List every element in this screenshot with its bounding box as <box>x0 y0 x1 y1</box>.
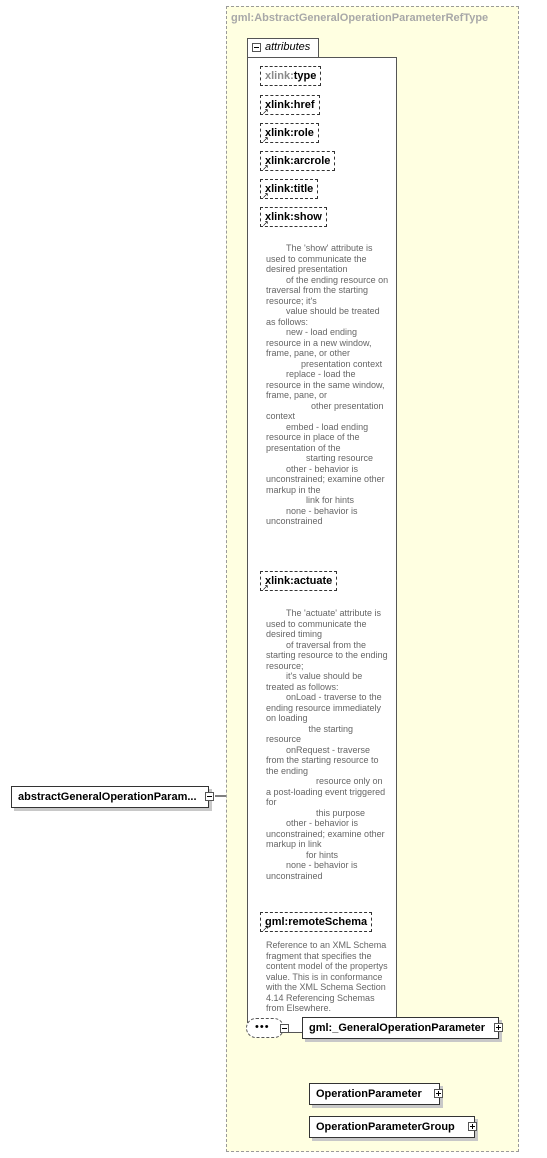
element-label: OperationParameter <box>316 1088 422 1100</box>
root-element-box[interactable] <box>11 786 209 808</box>
show-attribute-documentation: The 'show' attribute is used to communicate the desired presentation of the ending resource on traversal from the starting resource; it's value should be treated as follows: new - load ending resource in a new window, frame, pane, or other presentation context replace - load the resource in the same window, frame, pane, or other presentation context embed - load ending resource in place of the presentation of the starting resource other - behavior is unconstrained; examine other markup in the link for hints none - behavior is unconstrained <box>266 243 389 526</box>
expand-element-icon[interactable] <box>434 1089 443 1098</box>
reference-arrow-icon: ↗ <box>262 163 269 172</box>
expand-element-icon[interactable] <box>494 1023 503 1032</box>
sequence-icon: ••• <box>255 1021 270 1033</box>
attribute-name: role <box>293 127 314 139</box>
collapse-root-icon[interactable] <box>205 792 214 801</box>
remote-schema-documentation: Reference to an XML Schema fragment that specifies the content model of the propertys value. This is in conformance with the XML Schema Section 4.14 Referencing Schemas from Elsewhere. <box>266 940 391 1013</box>
attribute-prefix: xlink: <box>265 183 294 195</box>
attribute-xlink-href[interactable] <box>260 95 320 115</box>
attribute-prefix: xlink: <box>265 155 294 167</box>
attribute-name: arcrole <box>293 155 331 167</box>
reference-arrow-icon: ↗ <box>262 135 269 144</box>
reference-arrow-icon: ↗ <box>262 583 269 592</box>
attribute-xlink-title[interactable] <box>260 179 318 199</box>
attribute-xlink-role[interactable] <box>260 123 319 143</box>
collapse-sequence-icon[interactable] <box>280 1024 289 1033</box>
reference-arrow-icon: ↗ <box>262 191 269 200</box>
attribute-prefix: xlink: <box>265 211 294 223</box>
reference-arrow-icon: ↗ <box>262 924 269 933</box>
attribute-prefix: xlink: <box>265 99 294 111</box>
attribute-name: remoteSchema <box>288 916 368 928</box>
attribute-name: title <box>293 183 314 195</box>
general-operation-parameter-element[interactable] <box>302 1017 499 1039</box>
element-label: gml:_GeneralOperationParameter <box>309 1022 486 1034</box>
actuate-attribute-documentation: The 'actuate' attribute is used to communicate the desired timing of traversal from the starting resource to the ending resource; it's value should be treated as follows: onLoad - traverse to the ending resource immediately on loading the starting resource onRequest - traverse from the starting resource to the ending resource only on a post-loading event triggered for this purpose other - behavior is unconstrained; examine other markup in link for hints none - behavior is unconstrained <box>266 608 388 881</box>
attribute-xlink-type[interactable] <box>260 66 321 86</box>
attribute-prefix: xlink: <box>265 575 294 587</box>
type-title: gml:AbstractGeneralOperationParameterRefType <box>231 12 489 24</box>
attribute-xlink-show[interactable] <box>260 207 327 227</box>
attribute-prefix: xlink: <box>265 70 294 82</box>
expand-element-icon[interactable] <box>468 1122 477 1131</box>
attribute-xlink-actuate[interactable] <box>260 571 337 591</box>
element-label: OperationParameterGroup <box>316 1121 455 1133</box>
attributes-panel <box>247 57 397 1033</box>
operation-parameter-element[interactable] <box>309 1083 440 1105</box>
attributes-label: attributes <box>265 41 311 53</box>
operation-parameter-group-element[interactable] <box>309 1116 475 1138</box>
reference-arrow-icon: ↗ <box>262 219 269 228</box>
attribute-name: actuate <box>293 575 333 587</box>
attribute-prefix: xlink: <box>265 127 294 139</box>
root-element-label: abstractGeneralOperationParam... <box>18 791 197 803</box>
collapse-attributes-icon[interactable] <box>252 43 261 52</box>
attribute-xlink-arcrole[interactable] <box>260 151 335 171</box>
attribute-name: type <box>293 70 317 82</box>
attribute-name: href <box>293 99 315 111</box>
attribute-name: show <box>293 211 322 223</box>
reference-arrow-icon: ↗ <box>262 107 269 116</box>
attribute-gml-remoteschema[interactable] <box>260 912 372 932</box>
attribute-prefix: gml: <box>265 916 289 928</box>
